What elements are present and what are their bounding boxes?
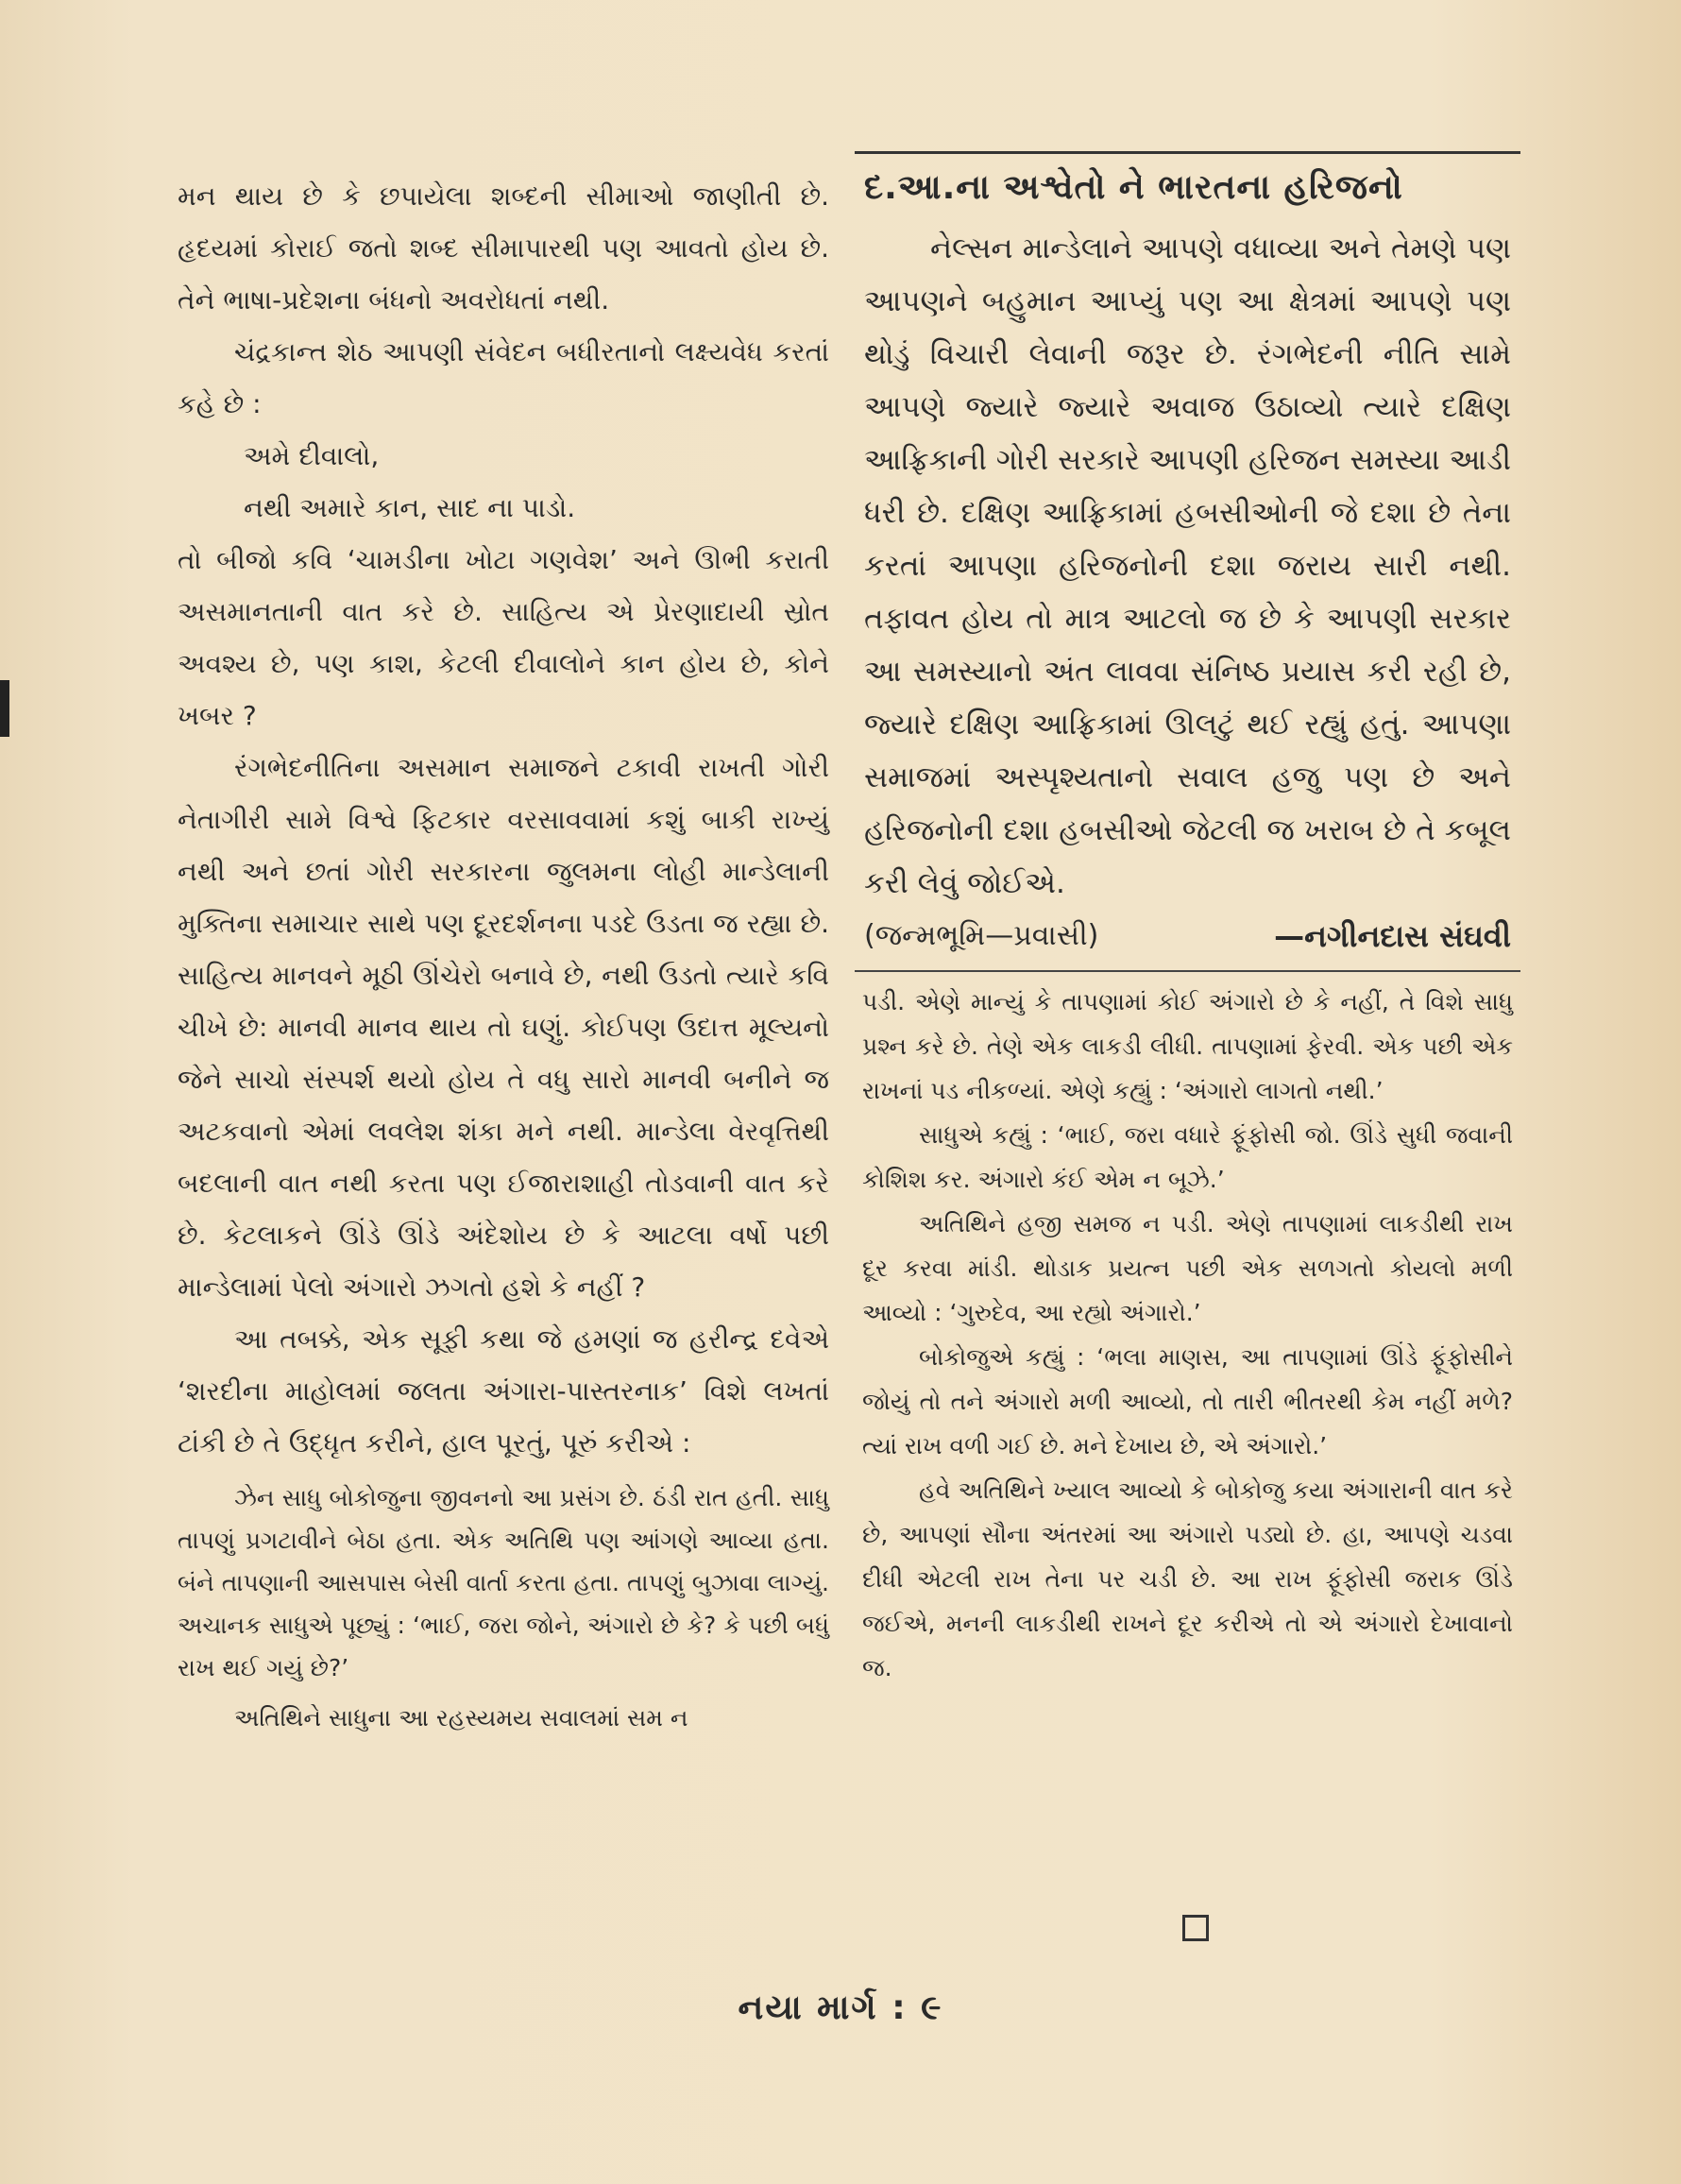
left-paragraph-4: રંગભેદનીતિના અસમાન સમાજને ટકાવી રાખતી ગોરી નેતાગીરી સામે વિશ્વે ફિટકાર વરસાવવામાં કશું બાકી રાખ્યું નથી અને છતાં ગોરી સરકારના જુલમના લોહી માન્ડેલાની મુક્તિના સમાચાર સાથે પણ દૂરદર્શનના પડદે ઉડતા જ રહ્યા છે. સાહિત્ય માનવને મૂઠી ઊંચેરો બનાવે છે, નથી ઉડતો ત્યારે કવિ ચીખે છે: માનવી માનવ થાય તો ઘણું. કોઈપણ ઉદાત્ત મૂલ્યનો જેને સાચો સંસ્પર્શ થયો હોય તે વધુ સારો માનવી બનીને જ અટકવાનો એમાં લવલેશ શંકા મને નથી. માન્ડેલા વેરવૃત્તિથી બદલાની વાત નથી કરતા પણ ઈજારાશાહી તોડવાની વાત કરે છે. કેટલાકને ઊંડે ઊંડે અંદેશોય છે કે આટલા વર્ષો પછી માન્ડેલામાં પેલો અંગારો ઝગતો હશે કે નહીં ?: [178, 752, 829, 1303]
story-paragraph-5: હવે અતિથિને ખ્યાલ આવ્યો કે બોકોજુ કયા અંગારાની વાત કરે છે, આપણાં સૌના અંતરમાં આ અંગારો પડ્યો છે. હા, આપણે ચડવા દીધી એટલી રાખ તેના પર ચડી છે. આ રાખ ફૂંફોસી જરાક ઊંડે જઈએ, મનની લાકડીથી રાખને દૂર કરીએ તો એ અંગારો દેખાવાનો જ.: [862, 1476, 1513, 1681]
end-of-article-mark: [1182, 1915, 1209, 1941]
verse-line-2: નથી અમારે કાન, સાદ ના પાડો.: [244, 492, 576, 523]
story-continuation: [855, 980, 1520, 1690]
article-byline: [855, 910, 1520, 963]
left-paragraph-6: ઝેન સાધુ બોકોજુના જીવનનો આ પ્રસંગ છે. ઠંડી રાત હતી. સાધુ તાપણું પ્રગટાવીને બેઠા હતા. એક અતિથિ પણ આંગણે આવ્યા હતા. બંને તાપણાની આસપાસ બેસી વાર્તા કરતા હતા. તાપણું બુઝાવા લાગ્યું. અચાનક સાધુએ પૂછ્યું : ‘ભાઈ, જરા જોને, અંગારો છે કે? કે પછી બધું રાખ થઈ ગયું છે?’: [178, 1484, 829, 1681]
story-rule: [855, 970, 1520, 972]
headline-rule-top: [855, 151, 1520, 154]
left-column: [178, 170, 829, 1739]
left-paragraph-2: ચંદ્રકાન્ત શેઠ આપણી સંવેદન બધીરતાનો લક્ષ્યવેધ કરતાં કહે છે :: [178, 336, 829, 419]
story-paragraph-1: પડી. એણે માન્યું કે તાપણામાં કોઈ અંગારો છે કે નહીં, તે વિશે સાધુ પ્રશ્ન કરે છે. તેણે એક લાકડી લીધી. તાપણામાં ફેરવી. એક પછી એક રાખનાં પડ નીકળ્યાં. એણે કહ્યું : ‘અંગારો લાગતો નથી.’: [862, 988, 1513, 1104]
page-footer: નયા માર્ગ : ૯: [738, 1988, 943, 2027]
story-paragraph-4: બોકોજુએ કહ્યું : ‘ભલા માણસ, આ તાપણામાં ઊંડે ફૂંફોસીને જોયું તો તને અંગારો મળી આવ્યો, તો તારી ભીતરથી કેમ નહીં મળે? ત્યાં રાખ વળી ગઈ છે. મને દેખાય છે, એ અંગારો.’: [862, 1343, 1513, 1459]
article-source: (જન્મભૂમિ—પ્રવાસી): [864, 919, 1099, 952]
article-body: નેલ્સન માન્ડેલાને આપણે વધાવ્યા અને તેમણે પણ આપણને બહુમાન આપ્યું પણ આ ક્ષેત્રમાં આપણે પણ થોડું વિચારી લેવાની જરૂર છે. રંગભેદની નીતિ સામે આપણે જ્યારે જ્યારે અવાજ ઉઠાવ્યો ત્યારે દક્ષિણ આફ્રિકાની ગોરી સરકારે આપણી હરિજન સમસ્યા આડી ધરી છે. દક્ષિણ આફ્રિકામાં હબસીઓની જે દશા છે તેના કરતાં આપણા હરિજનોની દશા જરાય સારી નથી. તફાવત હોય તો માત્ર આટલો જ છે કે આપણી સરકાર આ સમસ્યાનો અંત લાવવા સંનિષ્ઠ પ્રયાસ કરી રહી છે, જ્યારે દક્ષિણ આફ્રિકામાં ઊલટું થઈ રહ્યું હતું. આપણા સમાજમાં અસ્પૃશ્યતાનો સવાલ હજુ પણ છે અને હરિજનોની દશા હબસીઓ જેટલી જ ખરાબ છે તે કબૂલ કરી લેવું જોઈએ.: [864, 231, 1511, 900]
left-paragraph-3: તો બીજો કવિ ‘ચામડીના ખોટા ગણવેશ’ અને ઊભી કરાતી અસમાનતાની વાત કરે છે. સાહિત્ય એ પ્રેરણાદાયી સ્રોત અવશ્ય છે, પણ કાશ, કેટલી દીવાલોને કાન હોય છે, કોને ખબર ?: [178, 544, 829, 731]
article-author: —નગીનદાસ સંઘવી: [1274, 918, 1511, 954]
right-column: [855, 151, 1520, 1690]
left-paragraph-1: મન થાય છે કે છપાયેલા શબ્દની સીમાઓ જાણીતી છે. હૃદયમાં કોરાઈ જતો શબ્દ સીમાપારથી પણ આવતો હોય છે. તેને ભાષા-પ્રદેશના બંધનો અવરોધતાં નથી.: [178, 180, 829, 316]
story-paragraph-2: સાધુએ કહ્યું : ‘ભાઈ, જરા વધારે ફૂંફોસી જો. ઊંડે સુધી જવાની કોશિશ કર. અંગારો કંઈ એમ ન બૂઝે.’: [862, 1121, 1513, 1193]
margin-mark: [0, 680, 9, 737]
left-paragraph-5: આ તબક્કે, એક સૂફી કથા જે હમણાં જ હરીન્દ્ર દવેએ ‘શરદીના માહોલમાં જલતા અંગારા-પાસ્તરનાક’ વિશે લખતાં ટાંકી છે તે ઉદ્ધૃત કરીને, હાલ પૂરતું, પૂરું કરીએ :: [178, 1323, 829, 1459]
article-headline: દ.આ.ના અશ્વેતો ને ભારતના હરિજનો: [864, 168, 1403, 207]
story-paragraph-3: અતિથિને હજી સમજ ન પડી. એણે તાપણામાં લાકડીથી રાખ દૂર કરવા માંડી. થોડાક પ્રયત્ન પછી એક સળગતો કોયલો મળી આવ્યો : ‘ગુરુદેવ, આ રહ્યો અંગારો.’: [862, 1210, 1513, 1326]
verse-line-1: અમે દીવાલો,: [244, 440, 380, 471]
left-paragraph-7: અતિથિને સાધુના આ રહસ્યમય સવાલમાં સમ ન: [234, 1704, 688, 1732]
